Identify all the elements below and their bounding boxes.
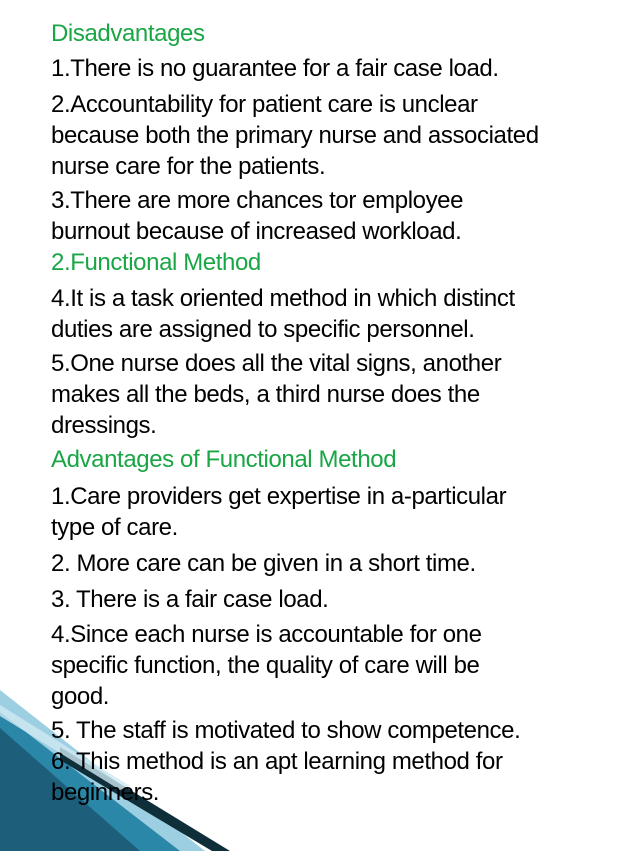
text-line: 1.Care providers get expertise in a-particular — [51, 483, 507, 510]
advantage-item-6 — [51, 746, 636, 808]
text-line: duties are assigned to specific personnel. — [51, 316, 475, 343]
text-line: because both the primary nurse and associated — [51, 122, 539, 149]
heading-disadvantages — [51, 18, 636, 49]
text-line: specific function, the quality of care will be — [51, 652, 480, 679]
text-line: good. — [51, 683, 110, 710]
disadvantage-item-1 — [51, 53, 636, 84]
text-line: makes all the beds, a third nurse does the — [51, 381, 480, 408]
slide-content — [51, 18, 636, 808]
text-line: 3.There are more chances tor employee — [51, 187, 464, 214]
heading-functional-method — [51, 247, 636, 278]
text-line: burnout because of increased workload. — [51, 218, 462, 245]
heading-text: Advantages of Functional Method — [51, 446, 397, 473]
text-line: 4.Since each nurse is accountable for one — [51, 621, 482, 648]
text-line: nurse care for the patients. — [51, 153, 326, 180]
advantage-item-4 — [51, 619, 636, 712]
text-line: 1.There is no guarantee for a fair case load. — [51, 55, 499, 82]
heading-text: 2.Functional Method — [51, 249, 261, 276]
advantage-item-3 — [51, 584, 636, 615]
text-line: 5.One nurse does all the vital signs, another — [51, 350, 502, 377]
text-line: 4.It is a task oriented method in which distinct — [51, 285, 515, 312]
disadvantage-item-2 — [51, 89, 636, 182]
advantage-item-5 — [51, 715, 636, 746]
text-line: 2. More care can be given in a short time. — [51, 550, 476, 577]
text-line: 6. This method is an apt learning method for — [51, 748, 503, 775]
functional-item-4 — [51, 283, 636, 345]
text-line: dressings. — [51, 412, 157, 439]
heading-advantages — [51, 444, 636, 475]
disadvantage-item-3 — [51, 185, 636, 247]
text-line: 5. The staff is motivated to show competence. — [51, 717, 521, 744]
text-line: type of care. — [51, 514, 178, 541]
advantage-item-2 — [51, 548, 636, 579]
functional-item-5 — [51, 348, 636, 441]
text-line: beginners. — [51, 779, 160, 806]
text-line: 2.Accountability for patient care is unclear — [51, 91, 478, 118]
heading-text: Disadvantages — [51, 20, 205, 47]
advantage-item-1 — [51, 481, 636, 543]
text-line: 3. There is a fair case load. — [51, 586, 329, 613]
